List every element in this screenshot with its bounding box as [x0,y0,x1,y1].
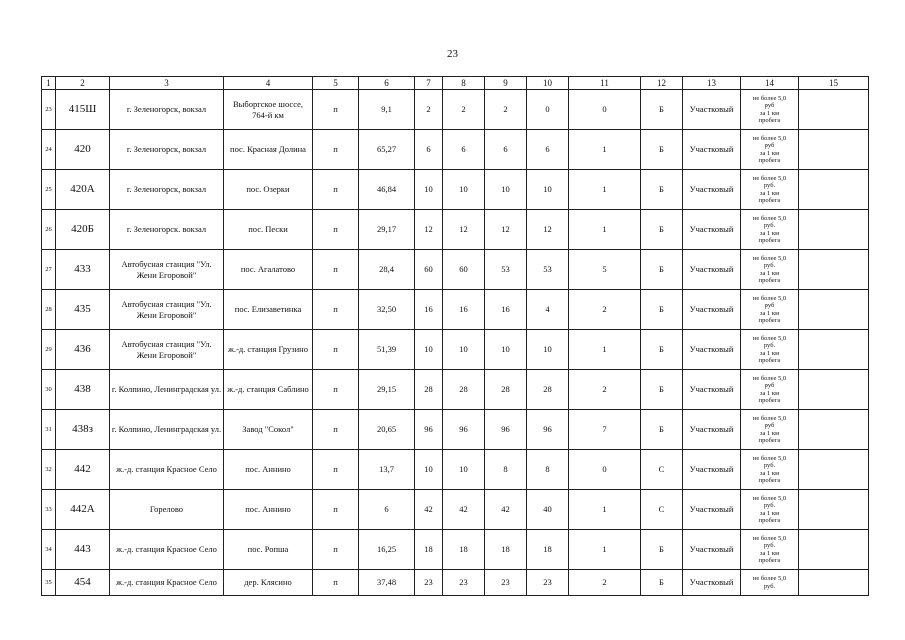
column-header-15: 15 [799,77,869,90]
value-col-9-cell: 6 [485,130,527,170]
routes-table [41,76,869,596]
route-number-cell: 420А [56,170,110,210]
value-col-15-cell [799,90,869,130]
table-row [42,250,869,290]
route-length-cell: 20,65 [359,410,415,450]
value-col-11-cell: 2 [569,370,641,410]
end-point-cell: ж.-д. станция Грузино [224,330,313,370]
column-header-12: 12 [641,77,683,90]
value-col-8-cell: 96 [443,410,485,450]
route-kind-cell: Участковый [683,370,741,410]
tariff-line: не более 5,0 [752,294,787,302]
start-point-cell: г. Зеленогорск. вокзал [110,210,224,250]
tariff-line: за 1 км [759,509,780,517]
value-col-11-cell: 1 [569,210,641,250]
value-col-7-cell: 10 [415,170,443,210]
value-col-9-cell: 53 [485,250,527,290]
vehicle-class-cell: Б [641,370,683,410]
value-col-9-cell: 2 [485,90,527,130]
tariff-line: руб. [763,262,776,270]
route-length-cell: 37,48 [359,570,415,596]
value-col-15-cell [799,570,869,596]
value-col-11-cell: 1 [569,530,641,570]
route-kind-cell: Участковый [683,410,741,450]
value-col-11-cell: 2 [569,290,641,330]
tariff-line: руб. [763,462,776,470]
value-col-7-cell: 16 [415,290,443,330]
route-kind-cell: Участковый [683,570,741,596]
row-number-cell: 25 [42,170,56,210]
table-header-row [42,77,869,90]
value-col-11-cell: 1 [569,170,641,210]
end-point-cell: пос. Агалатово [224,250,313,290]
route-number-cell: 420 [56,130,110,170]
value-col-7-cell: 10 [415,330,443,370]
route-number-cell: 438 [56,370,110,410]
tariff-line: пробега [758,476,781,484]
value-col-7-cell: 23 [415,570,443,596]
column-header-1: 1 [42,77,56,90]
tariff-line: руб [764,422,775,430]
start-point-cell: Автобусная станция "Ул. Жени Егоровой" [110,330,224,370]
tariff-line: за 1 км [759,309,780,317]
route-length-cell: 46,84 [359,170,415,210]
route-length-cell: 32,50 [359,290,415,330]
tariff-cell [741,570,799,596]
value-col-11-cell: 1 [569,490,641,530]
value-col-15-cell [799,290,869,330]
tariff-line: за 1 км [759,109,780,117]
tariff-cell [741,250,799,290]
value-col-8-cell: 16 [443,290,485,330]
tariff-line: пробега [758,556,781,564]
route-number-cell: 420Б [56,210,110,250]
route-length-cell: 9,1 [359,90,415,130]
value-col-10-cell: 10 [527,330,569,370]
value-col-15-cell [799,410,869,450]
value-col-9-cell: 18 [485,530,527,570]
value-col-9-cell: 23 [485,570,527,596]
value-col-9-cell: 96 [485,410,527,450]
route-number-cell: 442А [56,490,110,530]
value-col-15-cell [799,250,869,290]
value-col-10-cell: 18 [527,530,569,570]
tariff-line: пробега [758,116,781,124]
route-number-cell: 454 [56,570,110,596]
value-col-7-cell: 42 [415,490,443,530]
tariff-line: руб. [763,222,776,230]
table-row [42,130,869,170]
tariff-line: руб. [763,542,776,550]
value-col-15-cell [799,170,869,210]
value-col-9-cell: 16 [485,290,527,330]
tariff-line: пробега [758,396,781,404]
start-point-cell: г. Колпино, Ленинградская ул. [110,370,224,410]
tariff-cell [741,410,799,450]
tariff-cell [741,330,799,370]
tariff-line: пробега [758,156,781,164]
route-type-cell: п [313,490,359,530]
value-col-9-cell: 10 [485,330,527,370]
value-col-11-cell: 7 [569,410,641,450]
value-col-7-cell: 60 [415,250,443,290]
value-col-8-cell: 6 [443,130,485,170]
tariff-line: не более 5,0 [752,454,787,462]
value-col-11-cell: 0 [569,450,641,490]
route-number-cell: 433 [56,250,110,290]
route-length-cell: 51,39 [359,330,415,370]
value-col-11-cell: 0 [569,90,641,130]
column-header-2: 2 [56,77,110,90]
row-number-cell: 28 [42,290,56,330]
tariff-cell [741,130,799,170]
value-col-11-cell: 1 [569,330,641,370]
value-col-8-cell: 10 [443,170,485,210]
tariff-line: пробега [758,516,781,524]
column-header-5: 5 [313,77,359,90]
route-type-cell: п [313,370,359,410]
table-row [42,90,869,130]
value-col-8-cell: 12 [443,210,485,250]
value-col-8-cell: 23 [443,570,485,596]
route-type-cell: п [313,290,359,330]
value-col-10-cell: 4 [527,290,569,330]
value-col-11-cell: 2 [569,570,641,596]
column-header-6: 6 [359,77,415,90]
start-point-cell: ж.-д. станция Красное Село [110,570,224,596]
value-col-15-cell [799,210,869,250]
route-kind-cell: Участковый [683,490,741,530]
page-number: 23 [447,48,458,60]
route-kind-cell: Участковый [683,90,741,130]
value-col-10-cell: 53 [527,250,569,290]
tariff-line: не более 5,0 [752,134,787,142]
tariff-line: за 1 км [759,189,780,197]
vehicle-class-cell: С [641,490,683,530]
value-col-10-cell: 6 [527,130,569,170]
value-col-7-cell: 96 [415,410,443,450]
vehicle-class-cell: Б [641,570,683,596]
value-col-7-cell: 2 [415,90,443,130]
tariff-cell [741,490,799,530]
end-point-cell: Завод "Сокол" [224,410,313,450]
end-point-cell: пос. Красная Долина [224,130,313,170]
vehicle-class-cell: Б [641,210,683,250]
table-row [42,370,869,410]
route-type-cell: п [313,250,359,290]
table-row [42,330,869,370]
tariff-line: руб. [763,502,776,510]
value-col-8-cell: 42 [443,490,485,530]
value-col-10-cell: 0 [527,90,569,130]
route-kind-cell: Участковый [683,210,741,250]
route-kind-cell: Участковый [683,450,741,490]
value-col-7-cell: 28 [415,370,443,410]
row-number-cell: 26 [42,210,56,250]
table-row [42,490,869,530]
tariff-line: не более 5,0 [752,94,787,102]
tariff-line: не более 5,0 [752,494,787,502]
tariff-cell [741,530,799,570]
value-col-10-cell: 8 [527,450,569,490]
route-type-cell: п [313,570,359,596]
row-number-cell: 33 [42,490,56,530]
tariff-line: руб [764,382,775,390]
tariff-line: руб [764,302,775,310]
value-col-8-cell: 60 [443,250,485,290]
tariff-line: не более 5,0 [752,414,787,422]
route-kind-cell: Участковый [683,330,741,370]
route-length-cell: 13,7 [359,450,415,490]
start-point-cell: Автобусная станция "Ул. Жени Егоровой" [110,250,224,290]
tariff-line: пробега [758,356,781,364]
route-type-cell: п [313,410,359,450]
column-header-4: 4 [224,77,313,90]
end-point-cell: пос. Озерки [224,170,313,210]
tariff-line: пробега [758,236,781,244]
column-header-11: 11 [569,77,641,90]
end-point-cell: пос. Пески [224,210,313,250]
tariff-line: не более 5,0 [752,254,787,262]
tariff-cell [741,210,799,250]
table-row [42,530,869,570]
column-header-9: 9 [485,77,527,90]
value-col-15-cell [799,370,869,410]
tariff-line: пробега [758,196,781,204]
vehicle-class-cell: Б [641,530,683,570]
tariff-line: руб [764,142,775,150]
route-kind-cell: Участковый [683,170,741,210]
tariff-line: пробега [758,276,781,284]
value-col-9-cell: 10 [485,170,527,210]
row-number-cell: 31 [42,410,56,450]
start-point-cell: г. Зеленогорск, вокзал [110,170,224,210]
route-type-cell: п [313,130,359,170]
route-number-cell: 442 [56,450,110,490]
row-number-cell: 34 [42,530,56,570]
row-number-cell: 27 [42,250,56,290]
tariff-line: пробега [758,316,781,324]
start-point-cell: ж.-д. станция Красное Село [110,530,224,570]
tariff-line: не более 5,0 [752,334,787,342]
route-kind-cell: Участковый [683,130,741,170]
row-number-cell: 32 [42,450,56,490]
column-header-7: 7 [415,77,443,90]
end-point-cell: пос. Ропша [224,530,313,570]
tariff-cell [741,450,799,490]
value-col-8-cell: 10 [443,330,485,370]
tariff-line: за 1 км [759,469,780,477]
value-col-15-cell [799,450,869,490]
value-col-9-cell: 28 [485,370,527,410]
route-number-cell: 438з [56,410,110,450]
vehicle-class-cell: Б [641,170,683,210]
route-number-cell: 436 [56,330,110,370]
value-col-11-cell: 1 [569,130,641,170]
column-header-13: 13 [683,77,741,90]
vehicle-class-cell: Б [641,330,683,370]
route-length-cell: 16,25 [359,530,415,570]
tariff-line: руб. [763,182,776,190]
value-col-10-cell: 12 [527,210,569,250]
route-length-cell: 29,15 [359,370,415,410]
start-point-cell: г. Колпино, Ленинградская ул. [110,410,224,450]
value-col-10-cell: 28 [527,370,569,410]
value-col-15-cell [799,490,869,530]
value-col-8-cell: 10 [443,450,485,490]
tariff-cell [741,90,799,130]
table-row [42,210,869,250]
value-col-7-cell: 12 [415,210,443,250]
start-point-cell: Автобусная станция "Ул. Жени Егоровой" [110,290,224,330]
start-point-cell: Горелово [110,490,224,530]
tariff-line: за 1 км [759,149,780,157]
route-kind-cell: Участковый [683,530,741,570]
value-col-9-cell: 8 [485,450,527,490]
end-point-cell: ж.-д. станция Саблино [224,370,313,410]
vehicle-class-cell: Б [641,130,683,170]
tariff-cell [741,290,799,330]
tariff-line: не более 5,0 [752,214,787,222]
table-row [42,570,869,596]
value-col-15-cell [799,130,869,170]
value-col-15-cell [799,530,869,570]
route-length-cell: 65,27 [359,130,415,170]
route-length-cell: 29,17 [359,210,415,250]
tariff-line: руб. [763,342,776,350]
value-col-10-cell: 23 [527,570,569,596]
route-type-cell: п [313,450,359,490]
value-col-9-cell: 42 [485,490,527,530]
end-point-cell: пос. Аннино [224,490,313,530]
route-type-cell: п [313,330,359,370]
route-kind-cell: Участковый [683,290,741,330]
tariff-line: за 1 км [759,349,780,357]
route-type-cell: п [313,210,359,250]
route-type-cell: п [313,170,359,210]
value-col-15-cell [799,330,869,370]
start-point-cell: г. Зеленогорск, вокзал [110,90,224,130]
vehicle-class-cell: Б [641,250,683,290]
tariff-line: не более 5,0 [752,575,787,583]
vehicle-class-cell: Б [641,290,683,330]
column-header-10: 10 [527,77,569,90]
tariff-line: за 1 км [759,549,780,557]
end-point-cell: Выборгское шоссе, 764-й км [224,90,313,130]
vehicle-class-cell: С [641,450,683,490]
value-col-7-cell: 10 [415,450,443,490]
row-number-cell: 29 [42,330,56,370]
tariff-line: за 1 км [759,429,780,437]
tariff-line: за 1 км [759,229,780,237]
route-number-cell: 435 [56,290,110,330]
column-header-14: 14 [741,77,799,90]
table-row [42,170,869,210]
value-col-8-cell: 2 [443,90,485,130]
row-number-cell: 23 [42,90,56,130]
value-col-10-cell: 96 [527,410,569,450]
start-point-cell: г. Зеленогорск, вокзал [110,130,224,170]
route-number-cell: 415Ш [56,90,110,130]
tariff-line: за 1 км [759,389,780,397]
row-number-cell: 30 [42,370,56,410]
end-point-cell: пос. Елизаветинка [224,290,313,330]
tariff-cell [741,370,799,410]
value-col-7-cell: 6 [415,130,443,170]
tariff-line: не более 5,0 [752,534,787,542]
value-col-8-cell: 28 [443,370,485,410]
tariff-line: руб [764,102,775,110]
tariff-cell [741,170,799,210]
vehicle-class-cell: Б [641,90,683,130]
route-type-cell: п [313,530,359,570]
table-row [42,450,869,490]
tariff-line: не более 5,0 [752,174,787,182]
column-header-3: 3 [110,77,224,90]
row-number-cell: 24 [42,130,56,170]
route-kind-cell: Участковый [683,250,741,290]
table-row [42,410,869,450]
value-col-9-cell: 12 [485,210,527,250]
start-point-cell: ж.-д. станция Красное Село [110,450,224,490]
value-col-10-cell: 10 [527,170,569,210]
tariff-line: пробега [758,436,781,444]
column-header-8: 8 [443,77,485,90]
value-col-11-cell: 5 [569,250,641,290]
value-col-7-cell: 18 [415,530,443,570]
vehicle-class-cell: Б [641,410,683,450]
route-length-cell: 6 [359,490,415,530]
tariff-line: за 1 км [759,269,780,277]
row-number-cell: 35 [42,570,56,596]
tariff-line: не более 5,0 [752,374,787,382]
value-col-8-cell: 18 [443,530,485,570]
route-length-cell: 28,4 [359,250,415,290]
end-point-cell: дер. Клясино [224,570,313,596]
tariff-line: руб. [763,582,776,590]
route-type-cell: п [313,90,359,130]
table-row [42,290,869,330]
route-number-cell: 443 [56,530,110,570]
end-point-cell: пос. Аннино [224,450,313,490]
value-col-10-cell: 40 [527,490,569,530]
